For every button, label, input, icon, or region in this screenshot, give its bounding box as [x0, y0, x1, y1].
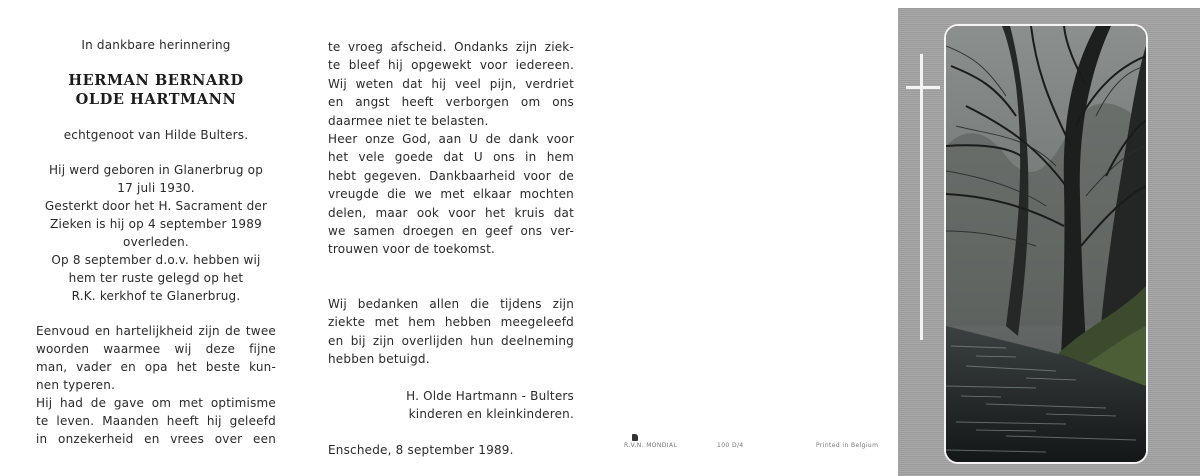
paragraph-line: man, vader en opa het beste kun- — [36, 360, 276, 374]
publisher-logo-icon — [632, 434, 638, 441]
name-line-1: HERMAN BERNARD — [68, 72, 244, 89]
left-column — [36, 36, 276, 448]
paragraph-line: te bleef hij opgewekt voor iedereen. — [328, 58, 574, 73]
paragraph-line: Hij had de gave om met optimisme — [36, 396, 276, 410]
product-code: 100 D/4 — [717, 442, 744, 449]
paragraph-line: nen typeren. — [36, 378, 116, 392]
place-date: Enschede, 8 september 1989. — [328, 443, 514, 458]
deceased-name — [36, 71, 276, 109]
text-paragraph-2 — [328, 130, 574, 259]
paragraph-line: we samen droegen en geef ons ver- — [328, 224, 574, 239]
paragraph-line: Heer onze God, aan U de dank voor — [328, 132, 574, 147]
spacer — [328, 369, 574, 387]
bio-line: overleden. — [123, 235, 189, 249]
intro-text: In dankbare herinnering — [81, 38, 231, 52]
signature-line-2: kinderen en kleinkinderen. — [408, 406, 574, 421]
text-paragraph-1 — [328, 38, 574, 130]
paragraph-line: vreugde die we met elkaar mochten — [328, 187, 574, 202]
paragraph-line: trouwen voor de toekomst. — [328, 242, 496, 257]
biography — [36, 161, 276, 305]
bio-line: hem ter ruste gelegd op het — [68, 271, 244, 285]
publisher-imprint: R.V.N. MONDIAL — [624, 442, 678, 449]
paragraph-line: daarmee niet te belasten. — [328, 113, 489, 128]
bio-line: R.K. kerkhof te Glanerbrug. — [71, 289, 241, 303]
cross-icon — [920, 54, 923, 340]
river-trees-image — [946, 26, 1146, 462]
spacer — [328, 259, 574, 295]
paragraph-line: woorden waarmee wij deze fijne — [36, 342, 276, 356]
bio-line: Gesterkt door het H. Sacrament der — [44, 199, 268, 213]
name-line-2: OLDE HARTMANN — [75, 91, 237, 108]
paragraph-line: het vele goede dat U ons in hem — [328, 150, 574, 165]
paragraph-line: Wij bedanken allen die tijdens zijn — [328, 296, 574, 311]
paragraph-line: hebt gegeven. Dankbaarheid voor de — [328, 168, 574, 183]
paragraph-line: en angst heeft verborgen om ons — [328, 95, 574, 110]
memorial-paragraph — [36, 322, 276, 448]
paragraph-line: hebben betuigd. — [328, 352, 430, 367]
paragraph-line: delen, maar ook voor het kruis dat — [328, 205, 574, 220]
signature — [328, 387, 574, 424]
bio-line: Hij werd geboren in Glanerbrug op — [48, 163, 264, 177]
spouse-text: echtgenoot van Hilde Bulters. — [63, 128, 249, 142]
paragraph-line: Eenvoud en hartelijkheid zijn de twee — [36, 324, 276, 338]
paragraph-line: en bij zijn overlijden hun deelneming — [328, 333, 574, 348]
river-photo — [944, 24, 1148, 464]
paragraph-line: in onzekerheid en vrees over een — [36, 432, 276, 446]
cross-bar — [906, 86, 940, 89]
photo-panel — [898, 8, 1200, 476]
paragraph-line: Wij weten dat hij veel pijn, verdriet — [328, 76, 574, 91]
paragraph-line: te vroeg afscheid. Ondanks zijn ziek- — [328, 40, 574, 54]
right-column — [328, 38, 574, 460]
printed-in: Printed in Belgium — [816, 442, 879, 449]
signature-line-1: H. Olde Hartmann - Bulters — [406, 388, 574, 403]
bio-line: Zieken is hij op 4 september 1989 — [50, 217, 262, 231]
text-paragraph-3 — [328, 295, 574, 369]
bio-line: 17 juli 1930. — [117, 181, 195, 195]
paragraph-line: ziekte met hem hebben meegeleefd — [328, 315, 574, 330]
paragraph-line: te leven. Maanden heeft hij geleefd — [36, 414, 276, 428]
bio-line: Op 8 september d.o.v. hebben wij — [51, 253, 261, 267]
